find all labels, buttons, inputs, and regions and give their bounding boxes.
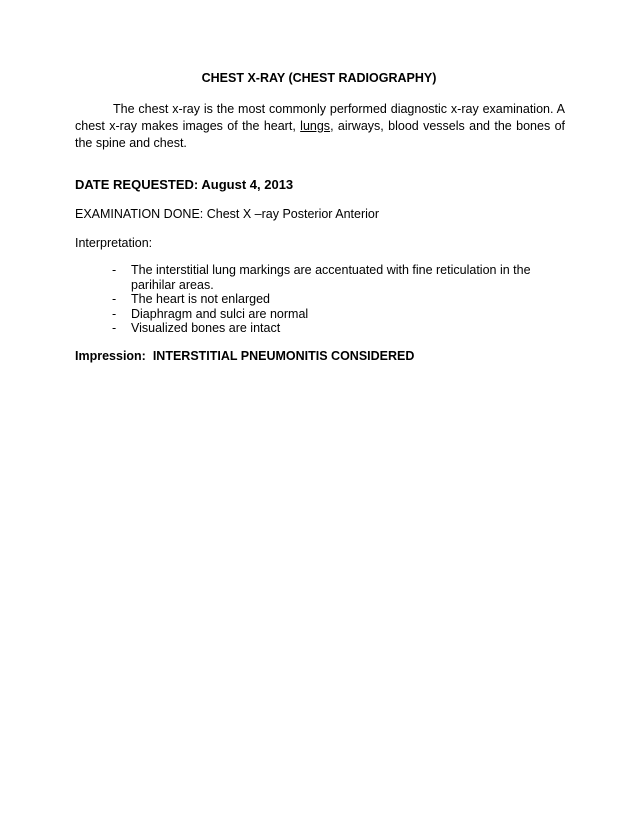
finding-text: The interstitial lung markings are accentuated with fine reticulation in the parihilar areas. [131,263,531,292]
lungs-link[interactable]: lungs [300,119,331,133]
examination-done: EXAMINATION DONE: Chest X –ray Posterior Anterior [75,207,380,221]
impression-label: Impression: [75,349,146,363]
finding-item [112,321,552,336]
intro-paragraph [75,101,565,152]
date-requested: DATE REQUESTED: August 4, 2013 [75,177,294,192]
finding-item [112,263,552,292]
finding-item [112,307,552,322]
finding-text: Visualized bones are intact [131,321,281,335]
impression [75,349,414,363]
document-title: CHEST X-RAY (CHEST RADIOGRAPHY) [201,71,437,85]
intro-text-end: , airways, blood vessels and the bones of the spine and chest. [75,119,565,150]
findings-list [112,263,552,336]
finding-text: Diaphragm and sulci are normal [131,306,309,321]
bullet-dash: - [112,321,117,335]
intro-text-start: The chest x-ray is the most commonly performed diagnostic x-ray examination. A chest x-ray makes images of the heart, [75,102,565,133]
bullet-dash: - [112,292,117,306]
interpretation-label: Interpretation: [75,236,153,250]
impression-value: INTERSTITIAL PNEUMONITIS CONSIDERED [152,349,415,363]
bullet-dash: - [112,263,117,277]
finding-item [112,292,552,307]
finding-text: The heart is not enlarged [131,292,270,306]
bullet-dash: - [112,306,117,321]
